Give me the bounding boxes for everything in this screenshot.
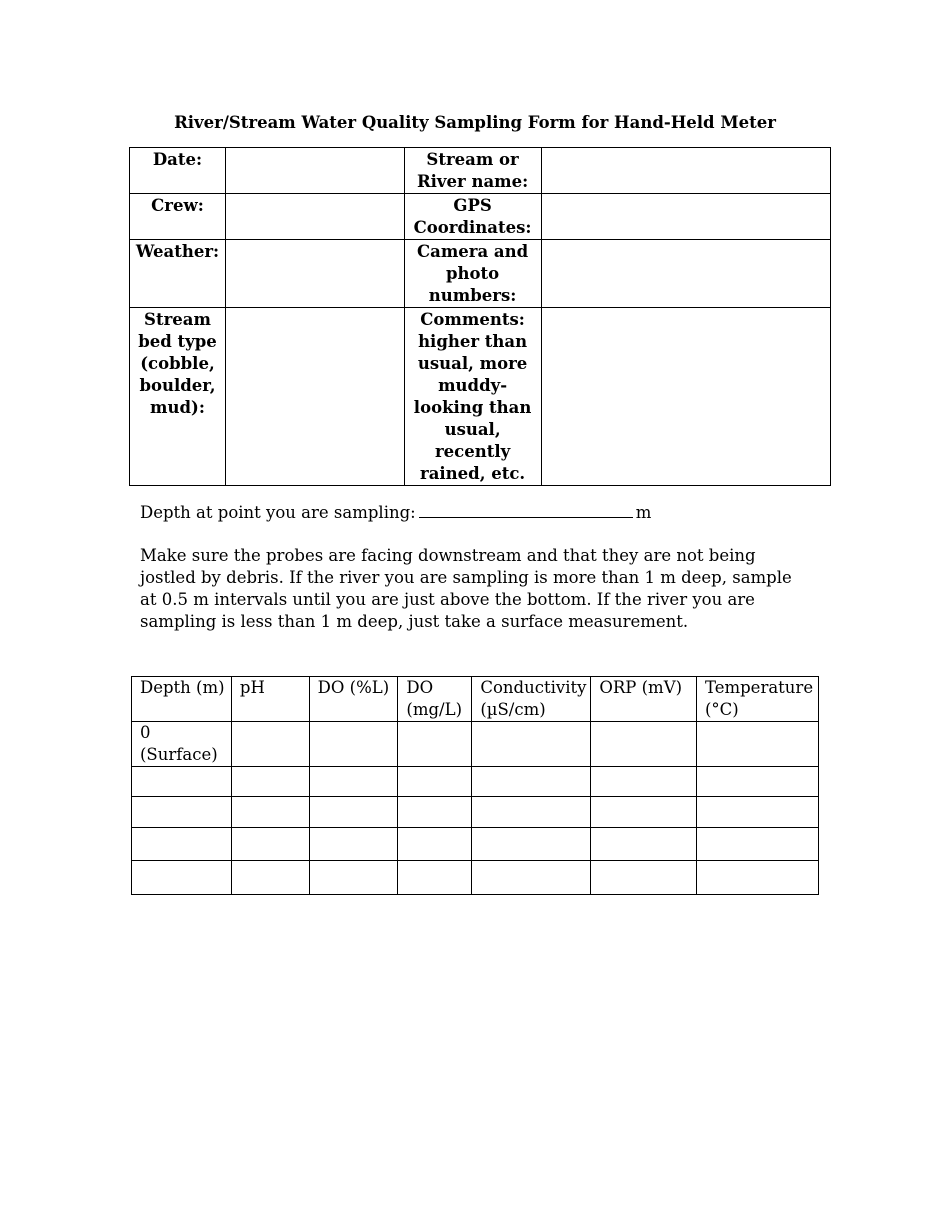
- depth-cell[interactable]: [132, 797, 232, 828]
- data-cell[interactable]: [696, 861, 818, 895]
- data-cell[interactable]: [231, 861, 309, 895]
- depth-cell[interactable]: [132, 767, 232, 797]
- data-cell[interactable]: [591, 767, 697, 797]
- crew-label: Crew:: [130, 194, 226, 240]
- depth-cell[interactable]: [132, 861, 232, 895]
- form-title: River/Stream Water Quality Sampling Form for Hand-Held Meter: [174, 113, 776, 132]
- weather-field[interactable]: [225, 240, 404, 308]
- gps-label: GPS Coordinates:: [404, 194, 541, 240]
- data-cell[interactable]: [591, 797, 697, 828]
- instructions-paragraph: Make sure the probes are facing downstream and that they are not being jostled by debris. If the river you are sampling is more than 1 m deep, sample at 0.5 m intervals until you are just above the bottom. If the river you are sampling is less than 1 m deep, just take a surface measurement.: [140, 546, 792, 631]
- data-cell[interactable]: [472, 722, 591, 767]
- crew-field[interactable]: [225, 194, 404, 240]
- stream-bed-field[interactable]: [225, 308, 404, 486]
- depth-unit: m: [635, 503, 652, 522]
- comments-field[interactable]: [541, 308, 830, 486]
- data-cell[interactable]: [591, 722, 697, 767]
- depth-blank[interactable]: [419, 502, 633, 518]
- data-cell[interactable]: [309, 861, 398, 895]
- data-cell[interactable]: [398, 797, 472, 828]
- table-row: [132, 797, 819, 828]
- header-ph: pH: [231, 677, 309, 722]
- data-cell[interactable]: [231, 797, 309, 828]
- info-row: [130, 148, 831, 194]
- header-depth: Depth (m): [132, 677, 232, 722]
- header-temperature: Temperature (°C): [696, 677, 818, 722]
- depth-cell[interactable]: [132, 828, 232, 861]
- header-do-percent: DO (%L): [309, 677, 398, 722]
- depth-cell: 0 (Surface): [132, 722, 232, 767]
- table-row: [132, 861, 819, 895]
- site-info-table: [129, 147, 831, 486]
- date-label: Date:: [130, 148, 226, 194]
- data-cell[interactable]: [472, 797, 591, 828]
- table-row: [132, 767, 819, 797]
- stream-name-label: Stream or River name:: [404, 148, 541, 194]
- data-cell[interactable]: [472, 828, 591, 861]
- data-cell[interactable]: [472, 767, 591, 797]
- data-cell[interactable]: [309, 767, 398, 797]
- header-orp: ORP (mV): [591, 677, 697, 722]
- stream-bed-label: Stream bed type (cobble, boulder, mud):: [130, 308, 226, 486]
- header-do-mgl: DO (mg/L): [398, 677, 472, 722]
- date-field[interactable]: [225, 148, 404, 194]
- stream-name-field[interactable]: [541, 148, 830, 194]
- data-cell[interactable]: [309, 828, 398, 861]
- camera-label: Camera and photo numbers:: [404, 240, 541, 308]
- data-cell[interactable]: [696, 722, 818, 767]
- data-cell[interactable]: [231, 767, 309, 797]
- data-cell[interactable]: [472, 861, 591, 895]
- data-cell[interactable]: [398, 828, 472, 861]
- data-cell[interactable]: [231, 828, 309, 861]
- comments-label: Comments: higher than usual, more muddy-looking than usual, recently rained, etc.: [404, 308, 541, 486]
- info-row: [130, 240, 831, 308]
- data-cell[interactable]: [591, 861, 697, 895]
- data-cell[interactable]: [591, 828, 697, 861]
- measurement-table: [131, 676, 819, 895]
- data-cell[interactable]: [309, 722, 398, 767]
- header-conductivity: Conductivity (µS/cm): [472, 677, 591, 722]
- data-cell[interactable]: [696, 797, 818, 828]
- table-header-row: [132, 677, 819, 722]
- data-cell[interactable]: [231, 722, 309, 767]
- camera-field[interactable]: [541, 240, 830, 308]
- info-row: [130, 194, 831, 240]
- table-row: [132, 722, 819, 767]
- depth-line: [140, 502, 651, 524]
- data-cell[interactable]: [398, 722, 472, 767]
- info-row: [130, 308, 831, 486]
- data-cell[interactable]: [398, 861, 472, 895]
- depth-prompt: Depth at point you are sampling:: [140, 503, 416, 522]
- data-cell[interactable]: [398, 767, 472, 797]
- table-row: [132, 828, 819, 861]
- data-cell[interactable]: [696, 767, 818, 797]
- weather-label: Weather:: [130, 240, 226, 308]
- data-cell[interactable]: [696, 828, 818, 861]
- data-cell[interactable]: [309, 797, 398, 828]
- gps-field[interactable]: [541, 194, 830, 240]
